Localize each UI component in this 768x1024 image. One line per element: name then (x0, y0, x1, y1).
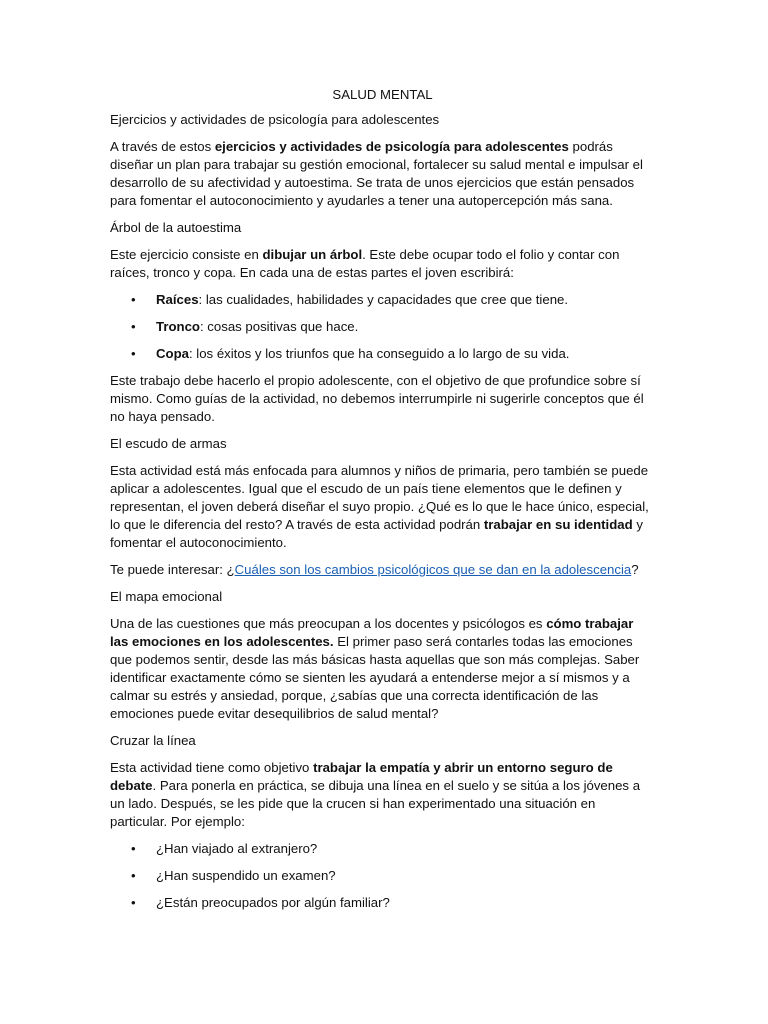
arbol-bold: dibujar un árbol (262, 247, 363, 262)
related-article-link[interactable]: Cuáles son los cambios psicológicos que se dan en la adolescencia (234, 562, 632, 577)
list-item-term: Raíces (156, 292, 199, 307)
intro-bold: ejercicios y actividades de psicología para adolescentes (214, 139, 569, 154)
cruzar-paragraph (110, 759, 655, 831)
list-item-text: : las cualidades, habilidades y capacidades que cree que tiene. (198, 292, 569, 307)
mapa-paragraph (110, 615, 655, 723)
list-item (110, 291, 655, 309)
escudo-bold: trabajar en su identidad (483, 517, 633, 532)
list-item (110, 867, 655, 885)
section-heading-escudo: El escudo de armas (110, 436, 227, 451)
section-heading-arbol: Árbol de la autoestima (110, 220, 242, 235)
cruzar-text-end: . Para ponerla en práctica, se dibuja una línea en el suelo y se sitúa a los jóvenes a un lado. Después, se les pide que la crucen si han experimentado una situación en particular. Por ejemplo: (110, 778, 641, 829)
bullet-icon: • (131, 868, 136, 883)
list-item-text: : cosas positivas que hace. (199, 319, 359, 334)
mapa-bold: cómo trabajar las emociones en los adolescentes. (110, 616, 634, 649)
arbol-text: Este ejercicio consiste en (110, 247, 263, 262)
list-item (110, 840, 655, 858)
intro-paragraph (110, 138, 655, 210)
list-item-term: Copa (156, 346, 189, 361)
cruzar-bold: trabajar la empatía y abrir un entorno seguro de debate (110, 760, 613, 793)
bullet-icon: • (131, 346, 136, 361)
escudo-text-end: y fomentar el autoconocimiento. (110, 517, 643, 550)
document-subtitle: Ejercicios y actividades de psicología para adolescentes (110, 112, 440, 127)
list-item (110, 894, 655, 912)
arbol-paragraph-2: Este trabajo debe hacerlo el propio adolescente, con el objetivo de que profundice sobre sí mismo. Como guías de la actividad, no debemos interrumpirle ni sugerirle conceptos que él no haya pensado. (110, 373, 644, 424)
escudo-paragraph (110, 462, 655, 552)
arbol-list (110, 291, 655, 363)
list-item (110, 318, 655, 336)
document-body (110, 86, 655, 921)
list-item-text: ¿Están preocupados por algún familiar? (156, 895, 390, 910)
list-item (110, 345, 655, 363)
bullet-icon: • (131, 319, 136, 334)
list-item-text: : los éxitos y los triunfos que ha conseguido a lo largo de su vida. (188, 346, 570, 361)
intro-text-end: podrás diseñar un plan para trabajar su gestión emocional, fortalecer su salud mental e impulsar el desarrollo de su afectividad y autoestima. Se trata de unos ejercicios que están pensados para fomentar el autoconocimiento y ayudarles a tener una autopercepción más sana. (110, 139, 643, 208)
document-title: SALUD MENTAL (332, 87, 433, 102)
mapa-text: Una de las cuestiones que más preocupan a los docentes y psicólogos es (110, 616, 547, 631)
intro-text: A través de estos (110, 139, 215, 154)
list-item-term: Tronco (156, 319, 200, 334)
list-item-text: ¿Han viajado al extranjero? (156, 841, 318, 856)
interes-text: Te puede interesar: ¿ (110, 562, 235, 577)
bullet-icon: • (131, 895, 136, 910)
escudo-text: Esta actividad está más enfocada para alumnos y niños de primaria, pero también se puede aplicar a adolescentes. Igual que el escudo de un país tiene elementos que le definen y representan, el joven deberá diseñar el suyo propio. ¿Qué es lo que le hace único, especial, lo que le diferencia del resto? A través de esta actividad podrán (110, 463, 649, 532)
cruzar-text: Esta actividad tiene como objetivo (110, 760, 314, 775)
cruzar-list (110, 840, 655, 912)
section-heading-mapa: El mapa emocional (110, 589, 223, 604)
interes-text-end: ? (631, 562, 639, 577)
interes-paragraph (110, 561, 655, 579)
arbol-paragraph-1 (110, 246, 655, 282)
bullet-icon: • (131, 292, 136, 307)
section-heading-cruzar: Cruzar la línea (110, 733, 196, 748)
arbol-text-end: . Este debe ocupar todo el folio y contar con raíces, tronco y copa. En cada una de estas partes el joven escribirá: (110, 247, 620, 280)
mapa-text-end: El primer paso será contarles todas las emociones que podemos sentir, desde las más básicas hasta aquellas que son más complejas. Saber identificar exactamente cómo se sienten les ayudará a entenderse mejor a sí mismos y a calmar su estrés y ansiedad, porque, ¿sabías que una correcta identificación de las emociones puede evitar desequilibrios de salud mental? (110, 634, 640, 721)
list-item-text: ¿Han suspendido un examen? (156, 868, 336, 883)
bullet-icon: • (131, 841, 136, 856)
